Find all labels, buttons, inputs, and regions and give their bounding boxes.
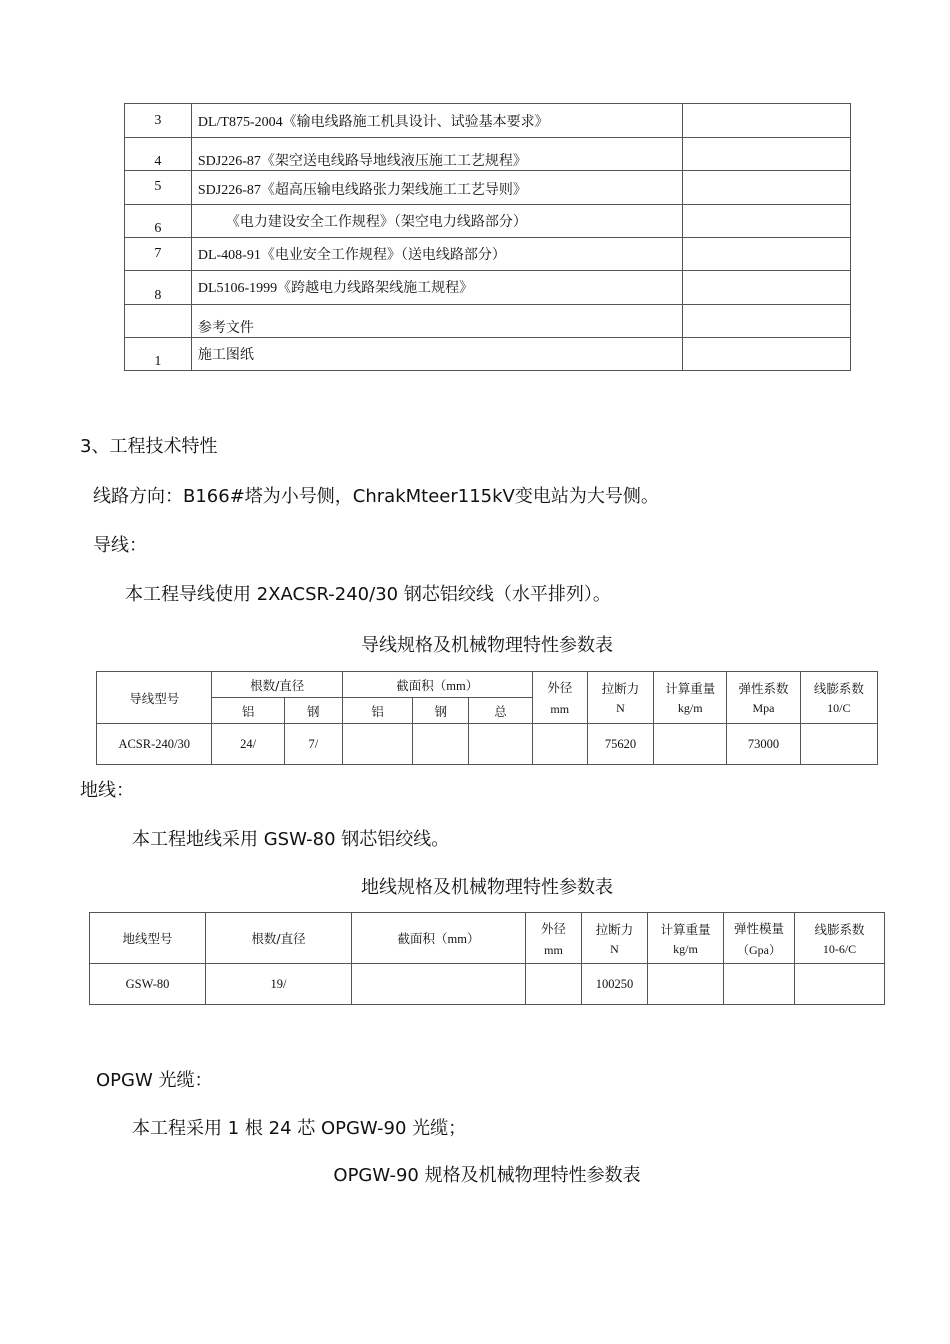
row-number: 3 xyxy=(125,104,192,138)
header-label: 弹性系数 xyxy=(738,681,789,696)
header-label: 线膨系数 xyxy=(814,921,865,937)
cell-outer-diameter xyxy=(532,724,587,765)
standard-name: DL5106-1999《跨越电力线路架线施工规程》 xyxy=(191,271,682,305)
header-area: 截面积（mm） xyxy=(342,672,532,698)
header-strands: 根数/直径 xyxy=(206,913,352,964)
table-header-row xyxy=(97,672,878,698)
cell-breaking-force: 75620 xyxy=(587,724,653,765)
header-unit: mm xyxy=(550,702,570,716)
cell-al: 24/ xyxy=(212,724,284,765)
row-number: 7 xyxy=(125,238,192,271)
table-row xyxy=(125,271,851,305)
header-label: 弹性模量 xyxy=(733,920,784,936)
cell-area-total xyxy=(469,724,532,765)
cell-weight xyxy=(654,724,727,765)
remark-cell xyxy=(682,271,850,305)
cell-model: GSW-80 xyxy=(90,964,206,1005)
header-label: 拉断力 xyxy=(601,681,640,696)
table-row xyxy=(125,205,851,238)
ground-description: 本工程地线采用 GSW-80 钢芯铝绞线。 xyxy=(132,829,450,850)
row-number: 8 xyxy=(125,271,192,305)
ground-label: 地线： xyxy=(80,780,134,801)
header-strands: 根数/直径 xyxy=(212,672,342,698)
line-direction-text: 线路方向：B166#塔为小号侧，ChrakMteer115kV变电站为大号侧。 xyxy=(93,486,659,507)
opgw-label: OPGW 光缆： xyxy=(96,1070,213,1091)
cell-weight xyxy=(648,964,724,1005)
ground-table-caption: 地线规格及机械物理特性参数表 xyxy=(361,877,613,898)
cell-elastic: 73000 xyxy=(727,724,800,765)
header-label: 计算重量 xyxy=(660,921,711,937)
header-expansion xyxy=(795,913,885,964)
row-number: 4 xyxy=(125,138,192,171)
table-row xyxy=(125,338,851,371)
conductor-label: 导线： xyxy=(93,535,147,556)
cell-area xyxy=(352,964,526,1005)
header-model: 地线型号 xyxy=(90,913,206,964)
standard-name: DL-408-91《电业安全工作规程》（送电线路部分） xyxy=(191,238,682,271)
table-row xyxy=(97,724,878,765)
header-label: 外径 xyxy=(540,920,566,936)
header-unit: N xyxy=(610,941,619,956)
row-number: 1 xyxy=(125,338,192,371)
header-unit: Mpa xyxy=(752,701,775,715)
header-modulus xyxy=(724,913,795,964)
standard-name: 《电力建设安全工作规程》（架空电力线路部分） xyxy=(191,205,682,238)
header-unit: kg/m xyxy=(677,701,703,715)
standards-table xyxy=(124,103,851,371)
standard-name: SDJ226-87《超高压输电线路张力架线施工工艺导则》 xyxy=(191,171,682,205)
header-unit: mm xyxy=(544,942,563,957)
remark-cell xyxy=(682,338,850,371)
row-number: 5 xyxy=(125,171,192,205)
table-row xyxy=(125,171,851,205)
remark-cell xyxy=(682,238,850,271)
remark-cell xyxy=(682,138,850,171)
row-number: 6 xyxy=(125,205,192,238)
standard-name: SDJ226-87《架空送电线路导地线液压施工工艺规程》 xyxy=(191,138,682,171)
header-outer-diameter xyxy=(532,672,587,724)
subheader-area-steel: 钢 xyxy=(413,698,469,724)
standard-name: 施工图纸 xyxy=(191,338,682,371)
standard-name: 参考文件 xyxy=(191,305,682,338)
opgw-description: 本工程采用 1 根 24 芯 OPGW-90 光缆； xyxy=(132,1118,467,1139)
header-expansion xyxy=(800,672,877,724)
remark-cell xyxy=(682,205,850,238)
table-row xyxy=(125,104,851,138)
cell-steel: 7/ xyxy=(284,724,342,765)
header-unit: 10-6/C xyxy=(822,941,857,956)
subheader-steel: 钢 xyxy=(284,698,342,724)
row-number xyxy=(125,305,192,338)
header-elastic xyxy=(727,672,800,724)
subheader-area-total: 总 xyxy=(469,698,532,724)
table-row xyxy=(125,305,851,338)
cell-area-al xyxy=(342,724,412,765)
cell-outer-diameter xyxy=(526,964,582,1005)
remark-cell xyxy=(682,305,850,338)
table-row xyxy=(90,964,885,1005)
header-area: 截面积（mm） xyxy=(352,913,526,964)
header-unit: kg/m xyxy=(673,941,698,956)
subheader-al: 铝 xyxy=(212,698,284,724)
standard-name: DL/T875-2004《输电线路施工机具设计、试验基本要求》 xyxy=(191,104,682,138)
header-outer-diameter xyxy=(526,913,582,964)
table-header-row xyxy=(90,913,885,964)
conductor-description: 本工程导线使用 2XACSR-240/30 钢芯铝绞线（水平排列）。 xyxy=(125,584,611,605)
cell-strands: 19/ xyxy=(206,964,352,1005)
remark-cell xyxy=(682,104,850,138)
ground-wire-spec-table xyxy=(89,912,885,1005)
cell-modulus xyxy=(724,964,795,1005)
cell-expansion xyxy=(795,964,885,1005)
table-row xyxy=(125,238,851,271)
opgw-table-caption: OPGW-90 规格及机械物理特性参数表 xyxy=(333,1165,641,1186)
remark-cell xyxy=(682,171,850,205)
cell-expansion xyxy=(800,724,877,765)
header-unit: N xyxy=(616,701,625,715)
header-weight xyxy=(654,672,727,724)
header-model: 导线型号 xyxy=(97,672,212,724)
conductor-table-caption: 导线规格及机械物理特性参数表 xyxy=(361,635,613,656)
table-row xyxy=(125,138,851,171)
subheader-area-al: 铝 xyxy=(342,698,412,724)
header-label: 计算重量 xyxy=(665,681,716,696)
header-breaking-force xyxy=(587,672,653,724)
cell-area-steel xyxy=(413,724,469,765)
header-unit: （Gpa） xyxy=(737,942,781,957)
section-heading: 3、工程技术特性 xyxy=(80,436,218,457)
cell-model: ACSR-240/30 xyxy=(97,724,212,765)
cell-breaking-force: 100250 xyxy=(582,964,648,1005)
conductor-spec-table xyxy=(96,671,878,765)
header-label: 线膨系数 xyxy=(813,681,864,696)
header-weight xyxy=(648,913,724,964)
header-unit: 10/C xyxy=(827,701,851,715)
header-breaking-force xyxy=(582,913,648,964)
header-label: 拉断力 xyxy=(595,921,634,937)
header-label: 外径 xyxy=(547,680,573,695)
